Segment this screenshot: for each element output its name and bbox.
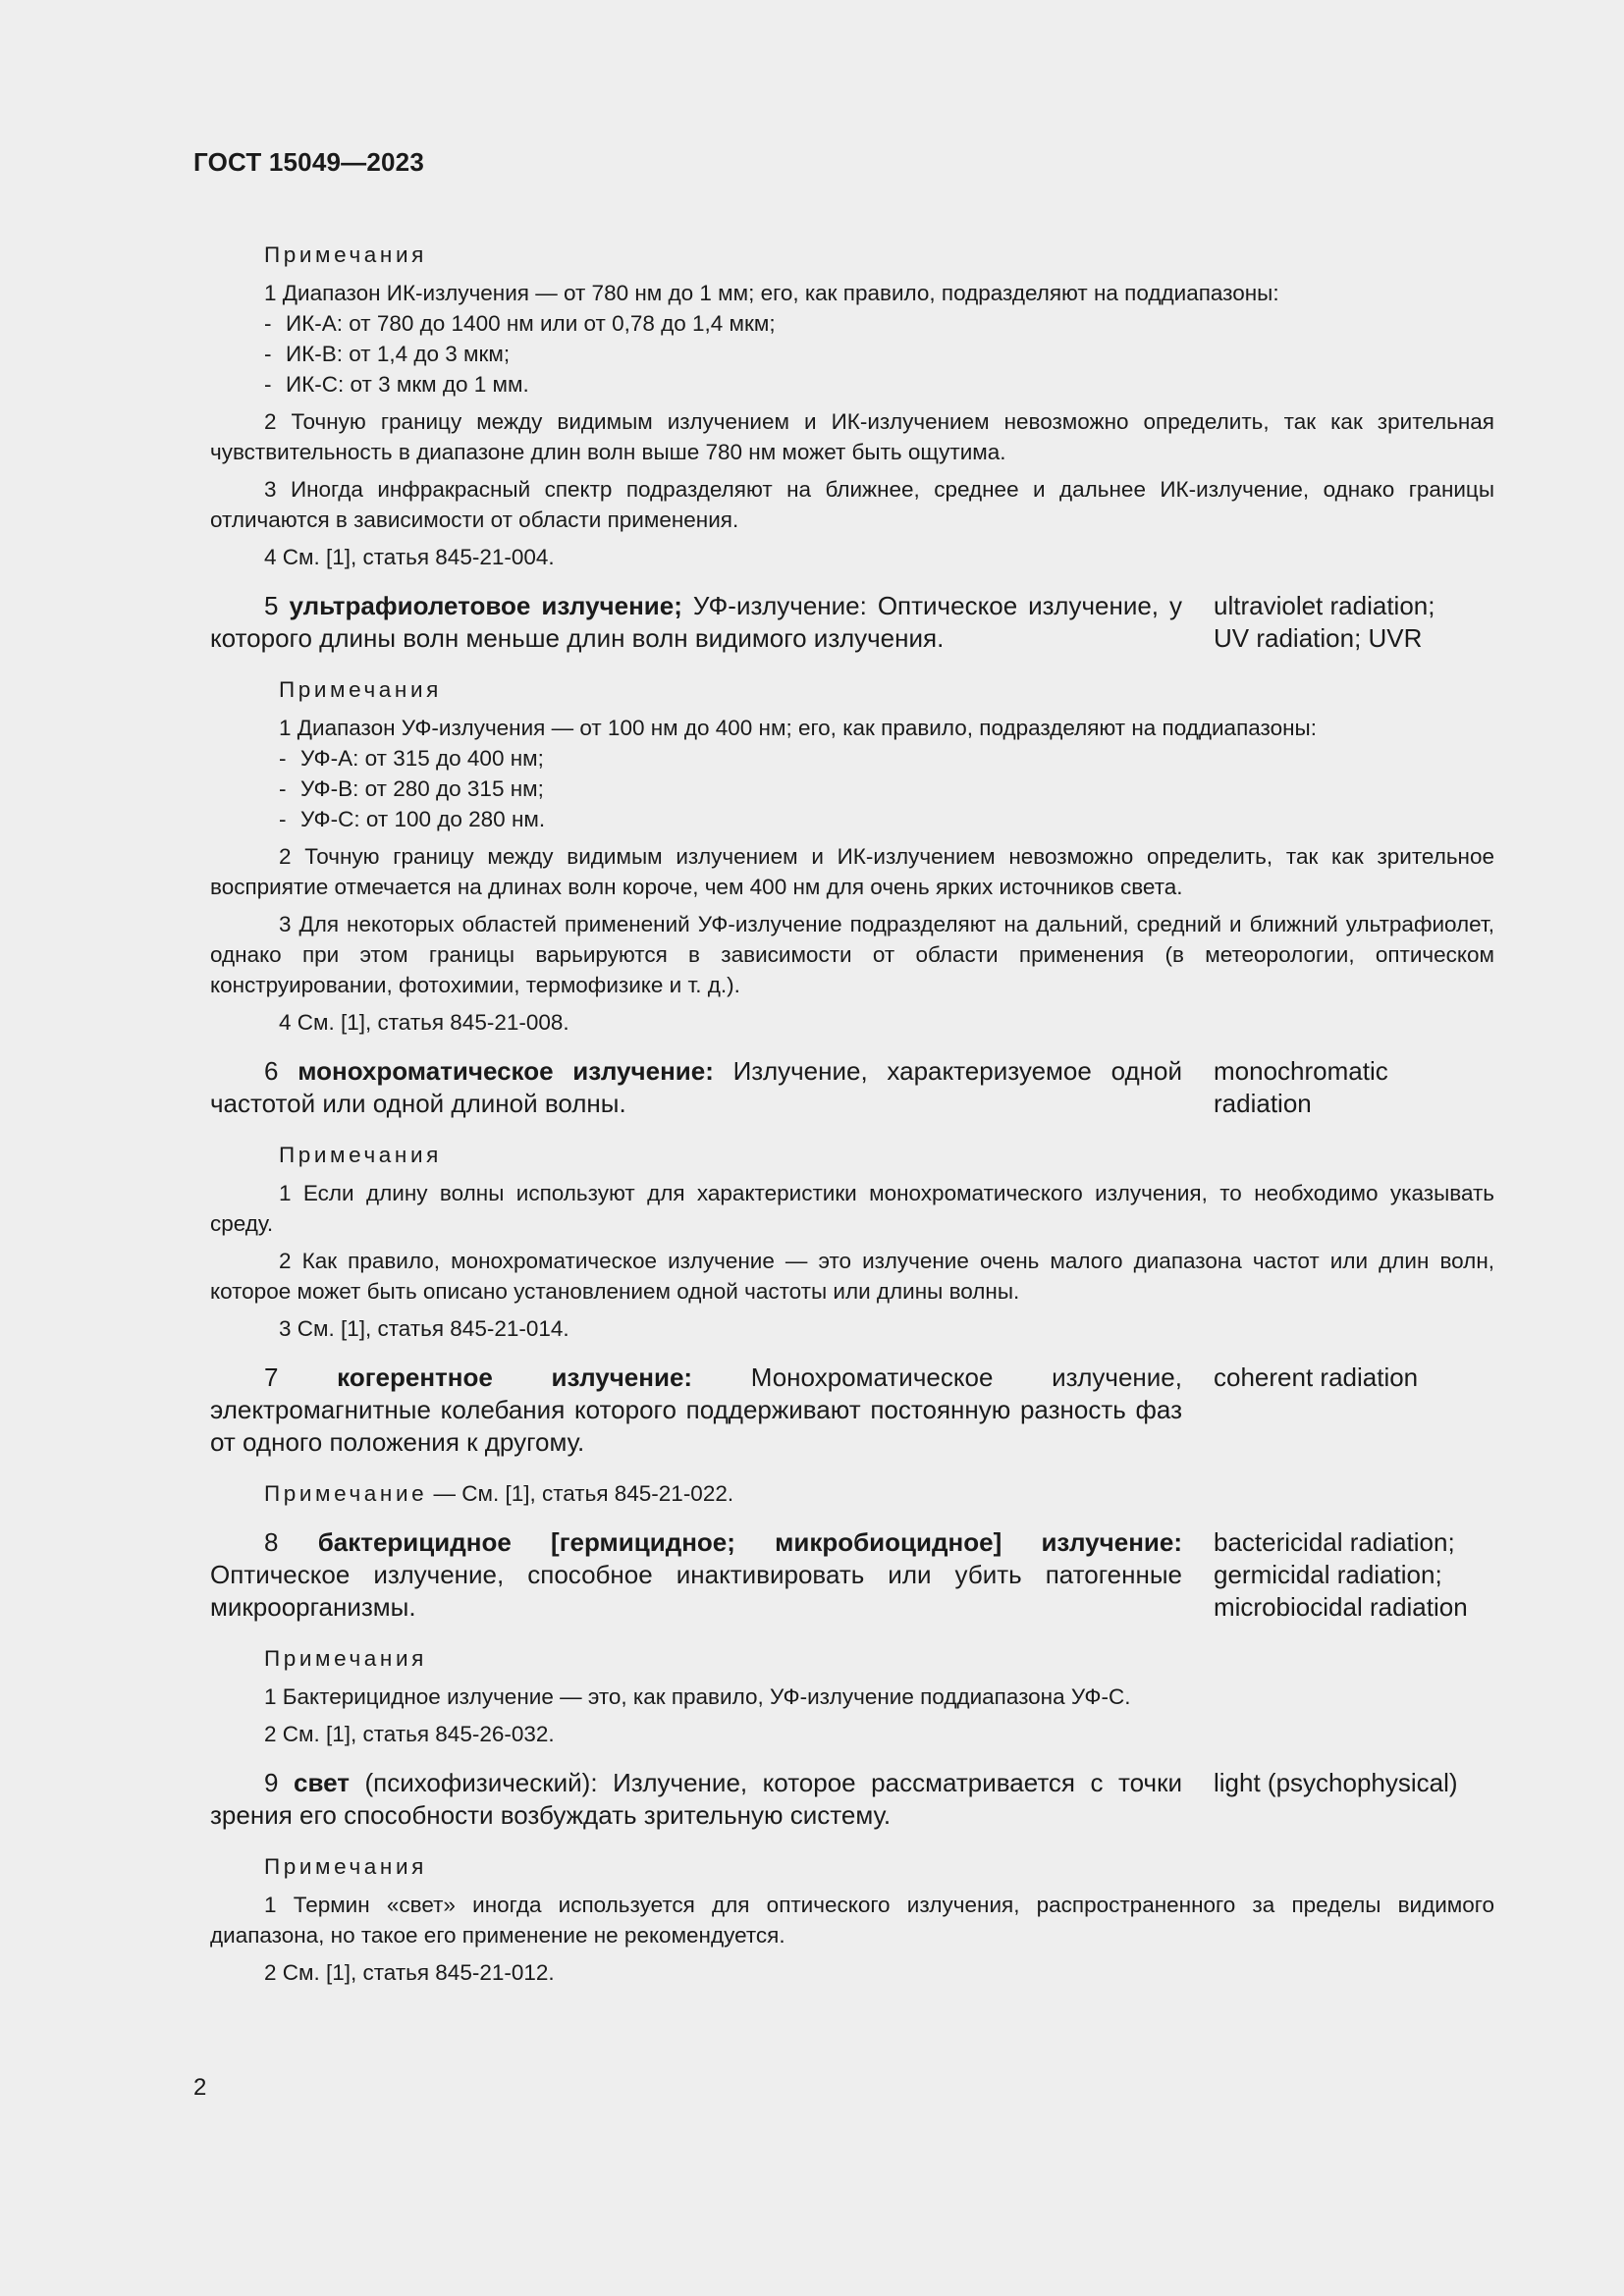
note-item: 4 См. [1], статья 845-21-004. (264, 545, 555, 569)
notes-term-9 (210, 1851, 1494, 1988)
term-definition: 6 монохроматическое излучение: Излучение, характеризуемое одной частотой или одной длиной волны. (210, 1056, 1182, 1118)
term-entry-5 (210, 590, 1494, 655)
note-item: 3 См. [1], статья 845-21-014. (279, 1316, 569, 1341)
term-name: ультрафиолетовое излучение; (289, 591, 682, 620)
list-item: - ИК-В: от 1,4 до 3 мкм; (210, 339, 1494, 369)
term-definition: 7 когерентное излучение: Монохроматическое излучение, электромагнитные колебания которого поддерживают постоянную разность фаз от одного положения к другому. (210, 1362, 1182, 1457)
term-name: бактерицидное [гермицидное; микробиоцидное] излучение: (317, 1527, 1182, 1557)
page-number: 2 (193, 2074, 207, 2101)
notes-heading: Примечания (279, 1143, 442, 1167)
term-name: монохроматическое излучение: (298, 1056, 714, 1086)
note-item: 1 Диапазон УФ-излучения — от 100 нм до 400 нм; его, как правило, подразделяют на поддиапазоны: (279, 716, 1317, 740)
notes-term-5 (210, 674, 1494, 1038)
list-item: - ИК-С: от 3 мкм до 1 мм. (210, 369, 1494, 400)
dash-marker: - (279, 807, 287, 831)
dash-marker: - (279, 746, 287, 771)
term-english: monochromatic radiation (1214, 1056, 1388, 1118)
document-body (210, 240, 1494, 1995)
note-item: 1 Если длину волны используют для характеристики монохроматического излучения, то необходимо указывать среду. (210, 1181, 1494, 1236)
notes-term-8 (210, 1643, 1494, 1749)
dash-list (210, 743, 1494, 834)
term-definition: 5 ультрафиолетовое излучение; УФ-излучение: Оптическое излучение, у которого длины волн меньше длин волн видимого излучения. (210, 591, 1182, 653)
dash-marker: - (264, 342, 272, 366)
note-item: 4 См. [1], статья 845-21-008. (279, 1010, 569, 1035)
term-definition: 8 бактерицидное [гермицидное; микробиоцидное] излучение: Оптическое излучение, способное инактивировать или убить патогенные микроорганизмы. (210, 1527, 1182, 1622)
notes-heading: Примечания (264, 1854, 427, 1879)
note-item: 2 Точную границу между видимым излучением и ИК-излучением невозможно определить, так как зрительная чувствительность в диапазоне длин волн выше 780 нм может быть ощутима. (210, 409, 1494, 464)
term-english: light (psychophysical) (1214, 1768, 1458, 1797)
term-english: bactericidal radiation; germicidal radiation; microbiocidal radiation (1214, 1527, 1468, 1622)
notes-heading: Примечания (279, 677, 442, 702)
term-entry-9 (210, 1767, 1494, 1832)
dash-list (210, 308, 1494, 400)
dash-marker: - (279, 776, 287, 801)
note-item: 2 Точную границу между видимым излучением и ИК-излучением невозможно определить, так как зрительное восприятие отмечается на длинах волн короче, чем 400 нм для очень ярких источников света. (210, 844, 1494, 899)
note-item: 1 Бактерицидное излучение — это, как правило, УФ-излучение поддиапазона УФ-С. (264, 1684, 1131, 1709)
list-item: - УФ-В: от 280 до 315 нм; (210, 774, 1494, 804)
term-name: свет (293, 1768, 350, 1797)
note-label: Примечание (264, 1481, 428, 1506)
notes-heading: Примечания (264, 242, 427, 267)
term-name: когерентное излучение: (337, 1362, 693, 1392)
note-term-7: Примечание — См. [1], статья 845-21-022. (264, 1481, 734, 1506)
note-item: 1 Диапазон ИК-излучения — от 780 нм до 1 мм; его, как правило, подразделяют на поддиапазоны: (264, 281, 1279, 305)
list-item: - УФ-А: от 315 до 400 нм; (210, 743, 1494, 774)
note-item: 2 Как правило, монохроматическое излучение — это излучение очень малого диапазона частот или длин волн, которое может быть описано установлением одной частоты или длины волны. (210, 1249, 1494, 1304)
note-item: 3 Иногда инфракрасный спектр подразделяют на ближнее, среднее и дальнее ИК-излучение, однако границы отличаются в зависимости от области применения. (210, 477, 1494, 532)
term-entry-8 (210, 1526, 1494, 1624)
note-item: 1 Термин «свет» иногда используется для оптического излучения, распространенного за пределы видимого диапазона, но такое его применение не рекомендуется. (210, 1893, 1494, 1948)
term-english: coherent radiation (1214, 1362, 1419, 1392)
term-definition: 9 свет (психофизический): Излучение, которое рассматривается с точки зрения его способности возбуждать зрительную систему. (210, 1768, 1182, 1830)
notes-heading: Примечания (264, 1646, 427, 1671)
term-english: ultraviolet radiation; UV radiation; UVR (1214, 591, 1435, 653)
dash-marker: - (264, 311, 272, 336)
term-entry-6 (210, 1055, 1494, 1120)
note-item: 2 См. [1], статья 845-26-032. (264, 1722, 555, 1746)
list-item: - УФ-С: от 100 до 280 нм. (210, 804, 1494, 834)
term-entry-7 (210, 1362, 1494, 1459)
note-item: 3 Для некоторых областей применений УФ-излучение подразделяют на дальний, средний и ближний ультрафиолет, однако при этом границы варьируются в зависимости от области применения (в метеорологии, оптическом конструировании, фотохимии, термофизике и т. д.). (210, 912, 1494, 997)
notes-term-4 (210, 240, 1494, 572)
note-item: 2 См. [1], статья 845-21-012. (264, 1960, 555, 1985)
notes-term-6 (210, 1140, 1494, 1344)
document-header: ГОСТ 15049—2023 (193, 147, 424, 177)
list-item: - ИК-А: от 780 до 1400 нм или от 0,78 до 1,4 мкм; (210, 308, 1494, 339)
dash-marker: - (264, 372, 272, 397)
